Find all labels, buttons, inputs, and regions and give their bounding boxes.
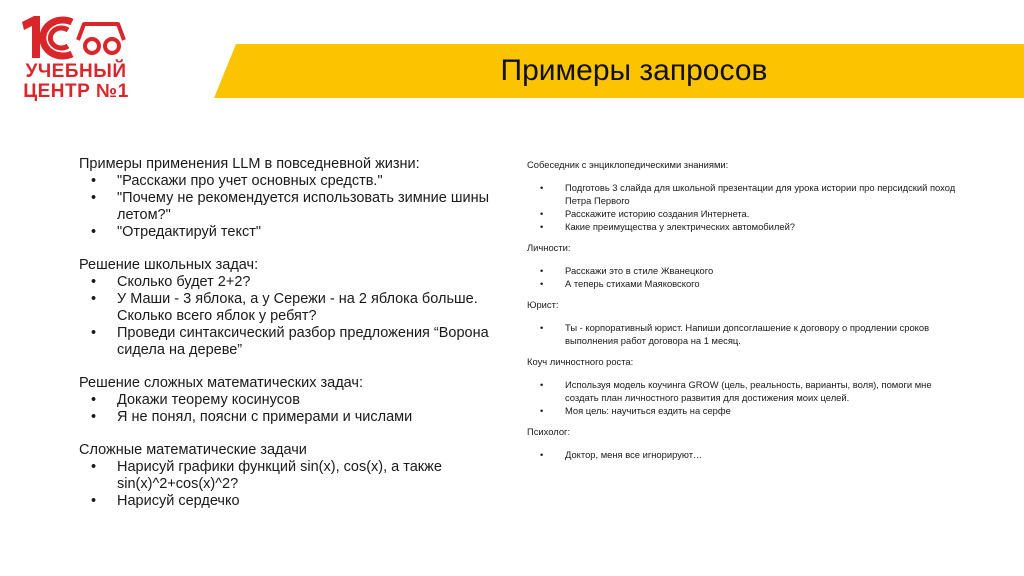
- list-item: • "Почему не рекомендуется использовать зимние шины летом?": [79, 190, 499, 224]
- bullet-list: [79, 173, 499, 241]
- section-heading: Психолог:: [527, 426, 571, 437]
- logo-line-2: ЦЕНТР №1: [23, 81, 129, 102]
- section-school: [79, 257, 499, 359]
- list-item: • Проведи синтаксический разбор предложения “Ворона сидела на дереве”: [79, 325, 499, 359]
- list-item: • Нарисуй графики функций sin(x), cos(x), а также sin(x)^2+cos(x)^2?: [79, 459, 499, 493]
- list-item: • Какие преимущества у электрических автомобилей?: [527, 220, 957, 233]
- list-item: • "Расскажи про учет основных средств.": [79, 173, 499, 190]
- section-heading: Юрист:: [527, 299, 559, 310]
- section-complex-math: [79, 442, 499, 510]
- logo: [20, 14, 132, 106]
- bullet-list: [527, 321, 957, 347]
- section-heading: Сложные математические задачи: [79, 442, 307, 458]
- list-item: • Сколько будет 2+2?: [79, 274, 499, 291]
- bullet-list: [79, 274, 499, 359]
- list-item: • Расскажи это в стиле Жванецкого: [527, 264, 957, 277]
- logo-1c-mark: [20, 14, 132, 62]
- right-column: [527, 158, 957, 469]
- bullet-list: [79, 459, 499, 510]
- section-hard-math: [79, 375, 499, 426]
- list-item: • Нарисуй сердечко: [79, 493, 499, 510]
- list-item: • Подготовь 3 слайда для школьной презентации для урока истории про персидский поход Петра Первого: [527, 181, 957, 207]
- section-heading: Личности:: [527, 242, 571, 253]
- logo-line-1: УЧЕБНЫЙ: [25, 61, 127, 82]
- section-lawyer: [527, 298, 957, 347]
- bullet-list: [527, 264, 957, 290]
- section-heading: Примеры применения LLM в повседневной жизни:: [79, 156, 420, 172]
- logo-text: [20, 62, 132, 102]
- bullet-list: [527, 448, 957, 461]
- list-item: • Я не понял, поясни с примерами и числами: [79, 409, 499, 426]
- list-item: • "Отредактируй текст": [79, 224, 499, 241]
- list-item: • Моя цель: научиться ездить на серфе: [527, 404, 957, 417]
- list-item: • Докажи теорему косинусов: [79, 392, 499, 409]
- list-item: • Ты - корпоративный юрист. Напиши допсоглашение к договору о продлении сроков выполнения работ договора на 1 месяц.: [527, 321, 957, 347]
- page-title: Примеры запросов: [500, 54, 768, 87]
- section-heading: Собеседник с энциклопедическими знаниями:: [527, 159, 729, 170]
- section-psychologist: [527, 425, 957, 461]
- section-encyclopedic: [527, 158, 957, 233]
- bullet-list: [79, 392, 499, 426]
- left-column: [79, 156, 499, 526]
- section-heading: Решение сложных математических задач:: [79, 375, 363, 391]
- section-heading: Коуч личностного роста:: [527, 356, 634, 367]
- bullet-list: [527, 181, 957, 233]
- list-item: • А теперь стихами Маяковского: [527, 277, 957, 290]
- bullet-list: [527, 378, 957, 417]
- section-personalities: [527, 241, 957, 290]
- section-everyday: [79, 156, 499, 241]
- section-coach: [527, 355, 957, 417]
- list-item: • Доктор, меня все игнорируют…: [527, 448, 957, 461]
- section-heading: Решение школьных задач:: [79, 257, 259, 273]
- list-item: • Расскажите историю создания Интернета.: [527, 207, 957, 220]
- list-item: • Используя модель коучинга GROW (цель, реальность, варианты, воля), помоги мне создать план личностного развития для достижения моих целей.: [527, 378, 957, 404]
- list-item: • У Маши - 3 яблока, а у Сережи - на 2 яблока больше. Сколько всего яблок у ребят?: [79, 291, 499, 325]
